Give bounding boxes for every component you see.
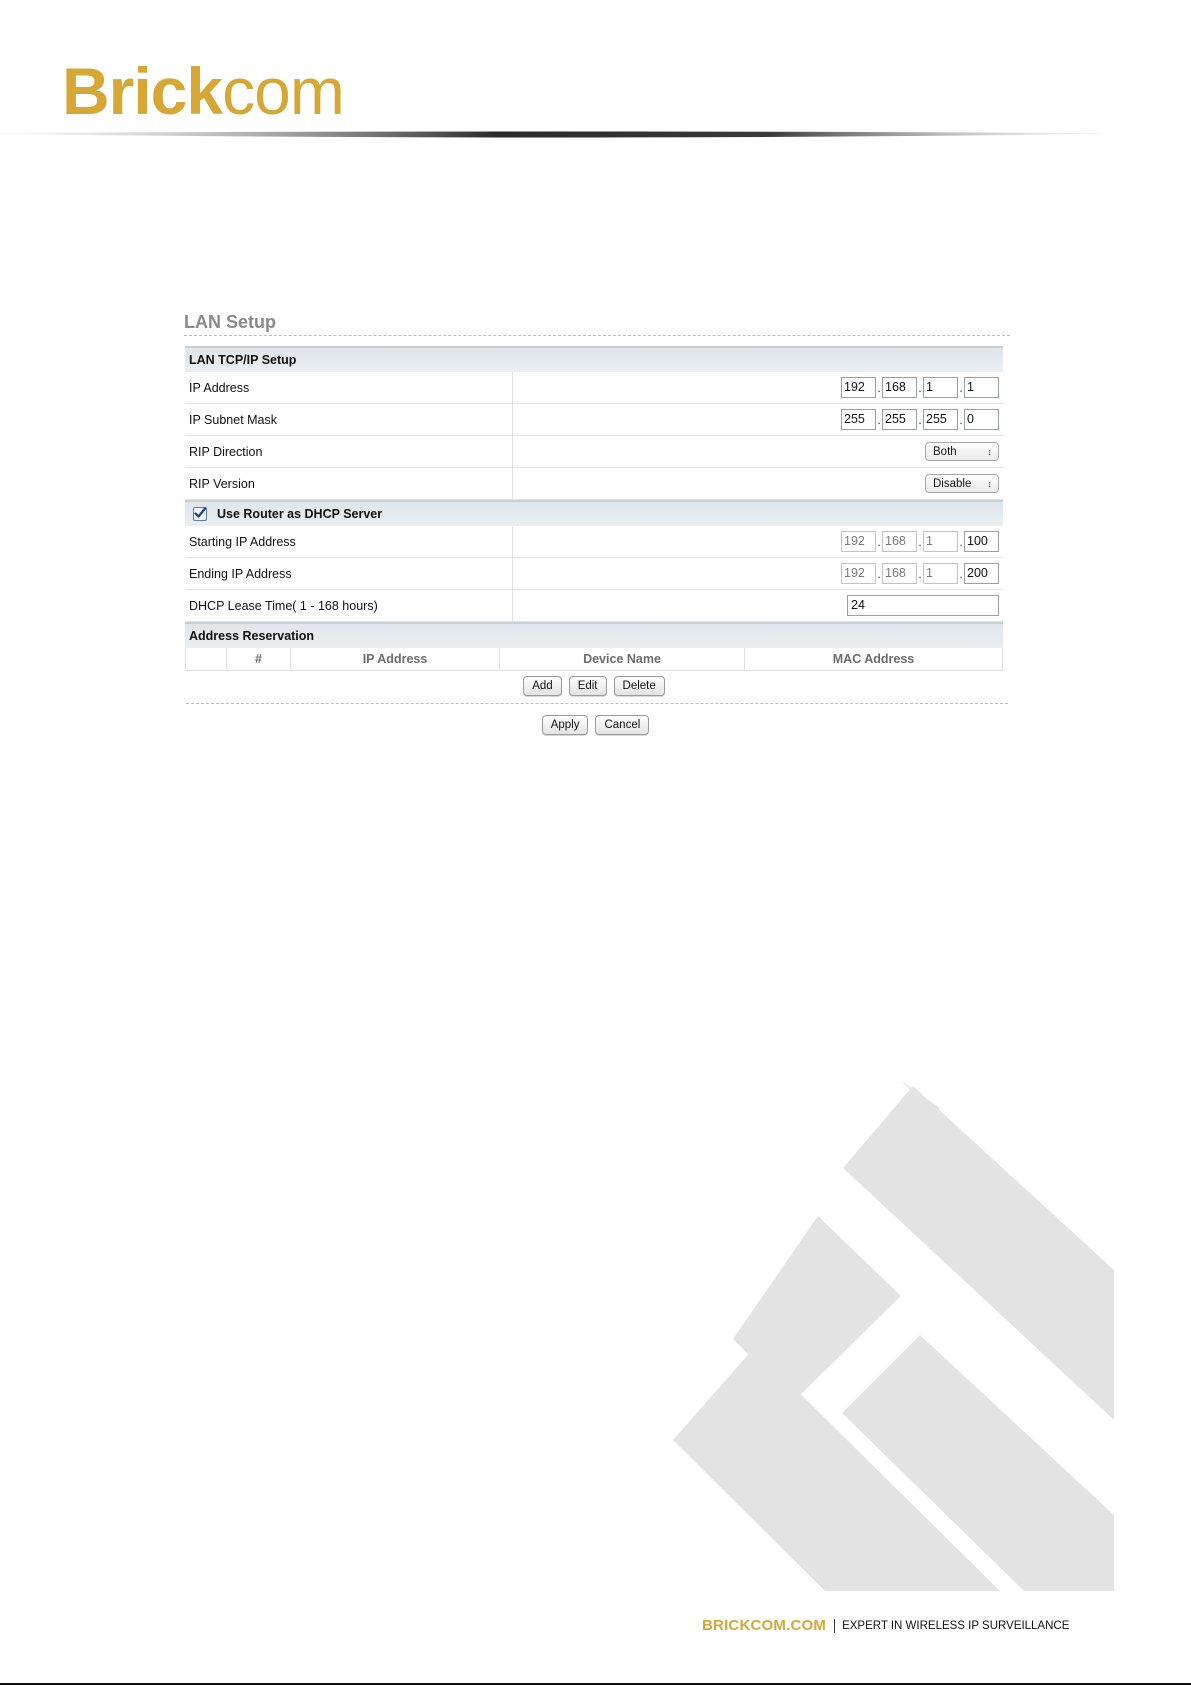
- dhcp-server-checkbox[interactable]: [193, 507, 207, 521]
- rip-version-value: Disable: [933, 477, 972, 490]
- title-divider: [184, 335, 1010, 336]
- ip-address-field: 192 . 168 . 1 . 1: [841, 377, 999, 398]
- col-select-header: [186, 648, 227, 670]
- edit-button[interactable]: Edit: [569, 676, 607, 696]
- ending-ip-label: Ending IP Address: [185, 558, 513, 589]
- end-octet-3-input: 1: [923, 563, 958, 584]
- section-title: Address Reservation: [189, 629, 315, 643]
- col-device-name-header: Device Name: [500, 648, 745, 670]
- brickcom-logo: [62, 54, 344, 128]
- select-arrows-icon: ↕: [987, 446, 992, 457]
- dhcp-server-label: Use Router as DHCP Server: [217, 507, 383, 521]
- lease-time-label: DHCP Lease Time( 1 - 168 hours): [185, 590, 513, 621]
- page-title: LAN Setup: [184, 312, 276, 332]
- end-octet-4-input[interactable]: 200: [964, 563, 999, 584]
- subnet-mask-field: 255 . 255 . 255 . 0: [841, 409, 999, 430]
- mask-octet-2-input[interactable]: 255: [882, 409, 917, 430]
- rip-direction-value: Both: [933, 445, 957, 458]
- page-footer: [702, 1617, 1069, 1634]
- end-octet-2-input: 168: [882, 563, 917, 584]
- row-lease-time: [185, 590, 1003, 622]
- row-rip-version: [185, 468, 1003, 500]
- row-rip-direction: [185, 436, 1003, 468]
- footer-tagline: EXPERT IN WIRELESS IP SURVEILLANCE: [842, 1619, 1070, 1632]
- brick-watermark-graphic: [670, 1080, 1130, 1600]
- mask-octet-1-input[interactable]: 255: [841, 409, 876, 430]
- ip-octet-3-input[interactable]: 1: [923, 377, 958, 398]
- row-ending-ip: [185, 558, 1003, 590]
- add-button[interactable]: Add: [523, 676, 561, 696]
- rip-direction-label: RIP Direction: [185, 436, 513, 467]
- form-actions: [0, 715, 1191, 735]
- cancel-button[interactable]: Cancel: [595, 715, 649, 735]
- reservation-buttons: [185, 676, 1003, 696]
- footer-separator: [834, 1619, 835, 1633]
- starting-ip-label: Starting IP Address: [185, 526, 513, 557]
- select-arrows-icon: ↕: [987, 478, 992, 489]
- ip-octet-1-input[interactable]: 192: [841, 377, 876, 398]
- lease-time-input[interactable]: 24: [847, 595, 999, 616]
- header-divider: [0, 131, 1100, 140]
- row-subnet-mask: [185, 404, 1003, 436]
- delete-button[interactable]: Delete: [614, 676, 665, 696]
- starting-ip-field: 192 . 168 . 1 . 100: [841, 531, 999, 552]
- ip-address-label: IP Address: [185, 372, 513, 403]
- ending-ip-field: 192 . 168 . 1 . 200: [841, 563, 999, 584]
- start-octet-4-input[interactable]: 100: [964, 531, 999, 552]
- start-octet-1-input: 192: [841, 531, 876, 552]
- rip-version-select[interactable]: [925, 474, 999, 493]
- row-starting-ip: [185, 526, 1003, 558]
- col-mac-address-header: MAC Address: [832, 652, 915, 666]
- section-header-lan-tcpip: [185, 346, 1003, 372]
- section-title: LAN TCP/IP Setup: [189, 353, 297, 367]
- bottom-divider: [186, 703, 1008, 704]
- footer-site-link: BRICKCOM.COM: [702, 1617, 827, 1634]
- rip-version-label: RIP Version: [185, 468, 513, 499]
- col-ip-address-header: IP Address: [291, 648, 500, 670]
- row-ip-address: [185, 372, 1003, 404]
- apply-button[interactable]: Apply: [542, 715, 589, 735]
- lan-setup-panel: [185, 346, 1003, 696]
- mask-octet-3-input[interactable]: 255: [923, 409, 958, 430]
- section-header-reservation: [185, 622, 1003, 648]
- rip-direction-select[interactable]: [925, 442, 999, 461]
- ip-octet-4-input[interactable]: 1: [964, 377, 999, 398]
- start-octet-3-input: 1: [923, 531, 958, 552]
- checkmark-icon: [193, 506, 207, 520]
- end-octet-1-input: 192: [841, 563, 876, 584]
- ip-octet-2-input[interactable]: 168: [882, 377, 917, 398]
- subnet-mask-label: IP Subnet Mask: [185, 404, 513, 435]
- col-number-header: #: [227, 648, 291, 670]
- start-octet-2-input: 168: [882, 531, 917, 552]
- mask-octet-4-input[interactable]: 0: [964, 409, 999, 430]
- logo-bold-text: Brick: [62, 54, 223, 128]
- section-header-dhcp: [185, 500, 1003, 526]
- reservation-table-header: [185, 648, 1003, 671]
- logo-light-text: com: [222, 54, 344, 128]
